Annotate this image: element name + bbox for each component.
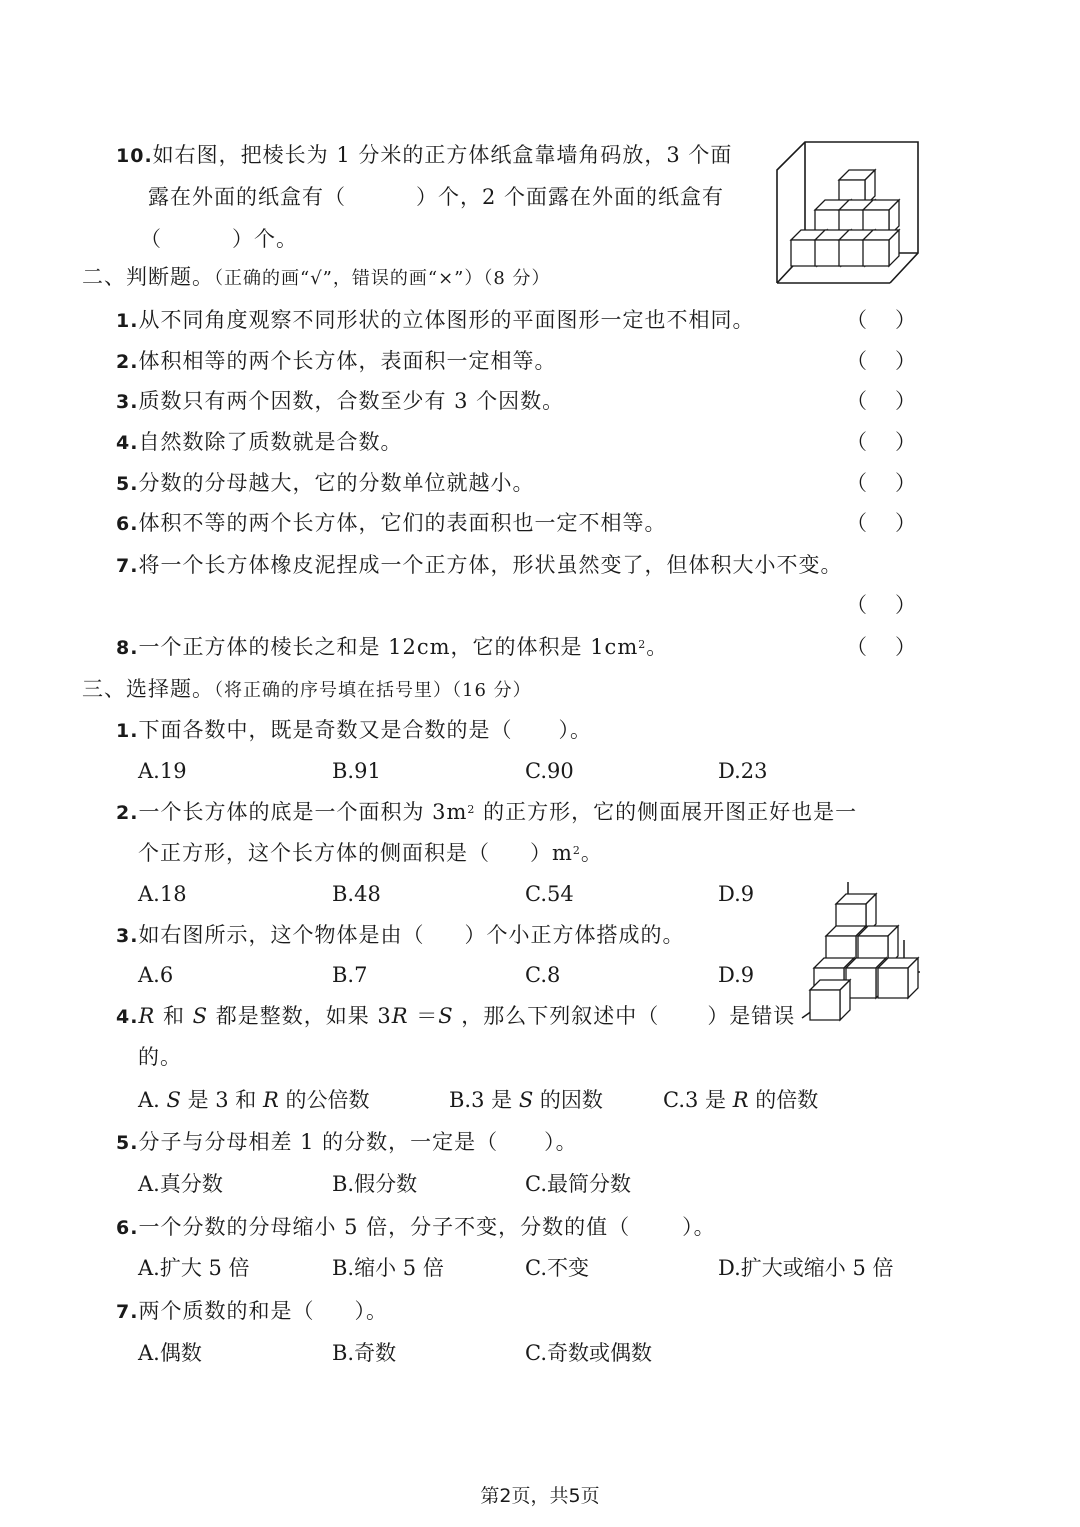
option-a[interactable] — [138, 1085, 369, 1115]
option-b[interactable]: B.缩小 5 倍 — [332, 1256, 444, 1280]
answer-paren[interactable] — [846, 346, 916, 376]
var-r: R — [138, 1004, 156, 1028]
var-s: S — [192, 1004, 209, 1028]
section3-title — [82, 674, 532, 706]
option-a[interactable]: A.偶数 — [138, 1341, 202, 1365]
q10-text-1: 如右图，把棱长为 1 分米的正方体纸盒靠墙角码放，3 个面 — [152, 143, 733, 167]
option-d[interactable]: D.扩大或缩小 5 倍 — [718, 1256, 894, 1280]
s3-num: 4. — [116, 1006, 139, 1028]
paren-close: ） — [895, 349, 916, 373]
option-b[interactable]: B.48 — [332, 882, 381, 906]
cube-face — [863, 240, 889, 266]
var-s: S — [166, 1088, 181, 1112]
var-r: R — [391, 1004, 409, 1028]
s2-item-3 — [116, 386, 564, 417]
cube-face — [839, 240, 865, 266]
section3-note: （将正确的序号填在括号里）（16 分） — [214, 680, 532, 701]
paren-open: （ — [846, 430, 867, 454]
answer-paren[interactable] — [846, 386, 916, 416]
cube-pyramid-figure — [800, 880, 922, 1022]
page-footer: 第2页，共5页 — [480, 1485, 600, 1507]
option-c[interactable] — [663, 1085, 818, 1115]
s2-num: 1. — [116, 310, 139, 332]
s2-num: 8. — [116, 637, 139, 659]
s2-item-2 — [116, 346, 556, 377]
paren-open: （ — [846, 471, 867, 495]
s3-text: 。 — [580, 841, 603, 865]
option-c[interactable]: C.最简分数 — [525, 1172, 631, 1196]
s2-text: 自然数除了质数就是合数。 — [138, 430, 403, 454]
s2-num: 2. — [116, 351, 139, 373]
s3-text: 一个分数的分母缩小 5 倍，分子不变，分数的值（ — [138, 1215, 631, 1239]
q10-line2 — [148, 182, 724, 212]
opt-text: A. — [138, 1088, 167, 1112]
s2-num: 6. — [116, 513, 139, 535]
s3-text: 的正方形，它的侧面展开图正好也是一 — [475, 800, 858, 824]
s2-text-end: 。 — [646, 635, 669, 659]
option-a[interactable]: A.18 — [138, 882, 187, 906]
s3-text-end: ）。 — [354, 1299, 388, 1323]
option-a[interactable]: A.19 — [138, 759, 187, 783]
s2-text: 从不同角度观察不同形状的立体图形的平面图形一定也不相同。 — [138, 308, 755, 332]
s3-text-end: ）。 — [682, 1215, 716, 1239]
paren-close: ） — [895, 389, 916, 413]
s2-text: 一个正方体的棱长之和是 12cm，它的体积是 1cm — [138, 635, 639, 659]
superscript: 2 — [467, 803, 476, 816]
s3-q4-line2: 的。 — [138, 1045, 182, 1069]
option-b[interactable]: B.假分数 — [332, 1172, 418, 1196]
var-r: R — [732, 1088, 749, 1112]
option-b[interactable]: B.91 — [332, 759, 381, 783]
option-a[interactable]: A.扩大 5 倍 — [138, 1256, 250, 1280]
cube-face — [810, 990, 840, 1020]
answer-paren[interactable] — [846, 468, 916, 498]
s3-text: 分子与分母相差 1 的分数，一定是（ — [138, 1130, 499, 1154]
s2-text: 质数只有两个因数，合数至少有 3 个因数。 — [138, 389, 565, 413]
paren-close: ） — [895, 593, 916, 617]
s3-q7 — [116, 1296, 388, 1327]
option-c[interactable]: C.90 — [525, 759, 574, 783]
answer-paren[interactable] — [846, 305, 916, 335]
opt-text: C.3 是 — [663, 1088, 733, 1112]
s2-text: 分数的分母越大，它的分数单位就越小。 — [138, 471, 535, 495]
paren-open: （ — [846, 349, 867, 373]
s3-num: 2. — [116, 802, 139, 824]
answer-paren[interactable] — [846, 508, 916, 538]
s2-item-8 — [116, 632, 668, 663]
option-b[interactable] — [449, 1085, 603, 1115]
s3-text-end: ）。 — [544, 1130, 578, 1154]
s3-text-end: ）。 — [558, 718, 592, 742]
s2-item-6 — [116, 508, 666, 539]
opt-text: 的因数 — [533, 1088, 603, 1112]
opt-text: B.3 是 — [449, 1088, 519, 1112]
s2-num: 4. — [116, 432, 139, 454]
stacked-boxes-corner-figure — [775, 140, 921, 286]
option-d[interactable]: D.23 — [718, 759, 768, 783]
option-c[interactable]: C.不变 — [525, 1256, 589, 1280]
s3-num: 6. — [116, 1217, 139, 1239]
var-s: S — [438, 1004, 454, 1028]
s2-num: 5. — [116, 473, 139, 495]
s2-text: 体积不等的两个长方体，它们的表面积也一定不相等。 — [138, 511, 667, 535]
section3-heading: 三、选择题。 — [82, 677, 214, 701]
s2-item-5 — [116, 468, 534, 499]
option-a[interactable]: A.真分数 — [138, 1172, 223, 1196]
s3-q6 — [116, 1212, 716, 1243]
s3-text: 都是整数，如果 3 — [208, 1004, 392, 1028]
paren-close: ） — [895, 511, 916, 535]
paren-open: （ — [846, 635, 867, 659]
paren-close: ） — [895, 471, 916, 495]
s3-num: 3. — [116, 925, 139, 947]
section2-note: （正确的画“√”，错误的画“×”）（8 分） — [214, 268, 551, 289]
s3-q3 — [116, 920, 684, 951]
var-s: S — [518, 1088, 534, 1112]
cube-face — [878, 968, 908, 998]
superscript: 2 — [638, 638, 647, 651]
paren-close: ） — [895, 635, 916, 659]
s3-text: 和 — [155, 1004, 193, 1028]
paren-open: （ — [846, 389, 867, 413]
cube-face — [815, 240, 841, 266]
answer-paren[interactable] — [846, 427, 916, 457]
s3-q1 — [116, 715, 592, 746]
q10-line3 — [140, 224, 298, 254]
s3-text: ，那么下列叙述中（ — [453, 1004, 660, 1028]
option-b[interactable]: B.奇数 — [332, 1341, 397, 1365]
superscript: 2 — [572, 844, 581, 857]
s3-q2-line1 — [116, 797, 857, 828]
paren-open: （ — [846, 308, 867, 332]
option-c[interactable]: C.奇数或偶数 — [525, 1341, 652, 1365]
option-a[interactable]: A.6 — [138, 963, 174, 987]
s3-num: 1. — [116, 720, 139, 742]
s3-text: ＝ — [408, 1004, 439, 1028]
paren-close: ） — [895, 430, 916, 454]
answer-paren[interactable] — [846, 632, 916, 662]
s2-text: 体积相等的两个长方体，表面积一定相等。 — [138, 349, 557, 373]
cube-face — [791, 240, 817, 266]
s3-num: 5. — [116, 1132, 139, 1154]
s2-item-1 — [116, 305, 754, 336]
paren-close: ） — [895, 308, 916, 332]
section2-title — [82, 262, 551, 294]
s3-q4-line1 — [116, 1001, 795, 1032]
s2-item-7 — [116, 550, 842, 581]
opt-text: 的公倍数 — [278, 1088, 370, 1112]
s2-text: 将一个长方体橡皮泥捏成一个正方体，形状虽然变了，但体积大小不变。 — [138, 553, 843, 577]
option-b[interactable]: B.7 — [332, 963, 368, 987]
opt-text: 是 3 和 — [180, 1088, 263, 1112]
var-r: R — [262, 1088, 279, 1112]
s2-item-4 — [116, 427, 402, 458]
s3-q5 — [116, 1127, 578, 1158]
s3-text: 两个质数的和是（ — [138, 1299, 315, 1323]
q10-text-3a: （ — [140, 227, 162, 251]
option-c[interactable]: C.54 — [525, 882, 574, 906]
s3-text: 个正方形，这个长方体的侧面积是（ — [138, 841, 490, 865]
s3-text: ）是错误 — [707, 1004, 796, 1028]
s3-text: 一个长方体的底是一个面积为 3m — [138, 800, 468, 824]
opt-text: 的倍数 — [748, 1088, 819, 1112]
q10-number: 10. — [116, 145, 153, 167]
s2-num: 7. — [116, 555, 139, 577]
paren-open: （ — [846, 593, 867, 617]
section2-heading: 二、判断题。 — [82, 265, 214, 289]
s3-text: 如右图所示，这个物体是由（ — [138, 923, 425, 947]
s3-text: ）m — [530, 841, 573, 865]
s2-num: 3. — [116, 391, 139, 413]
q10-line1 — [116, 140, 732, 171]
q10-text-2a: 露在外面的纸盒有（ — [148, 185, 346, 209]
s3-text: 下面各数中，既是奇数又是合数的是（ — [138, 718, 513, 742]
option-d[interactable]: D.9 — [718, 963, 755, 987]
q10-text-3b: ）个。 — [232, 227, 298, 251]
option-d[interactable]: D.9 — [718, 882, 755, 906]
q10-text-2b: ）个，2 个面露在外面的纸盒有 — [416, 185, 725, 209]
s3-q2-line2 — [138, 838, 603, 868]
s3-num: 7. — [116, 1301, 139, 1323]
answer-paren[interactable] — [846, 590, 916, 620]
paren-open: （ — [846, 511, 867, 535]
option-c[interactable]: C.8 — [525, 963, 561, 987]
s3-text-end: ）个小正方体搭成的。 — [464, 923, 685, 947]
